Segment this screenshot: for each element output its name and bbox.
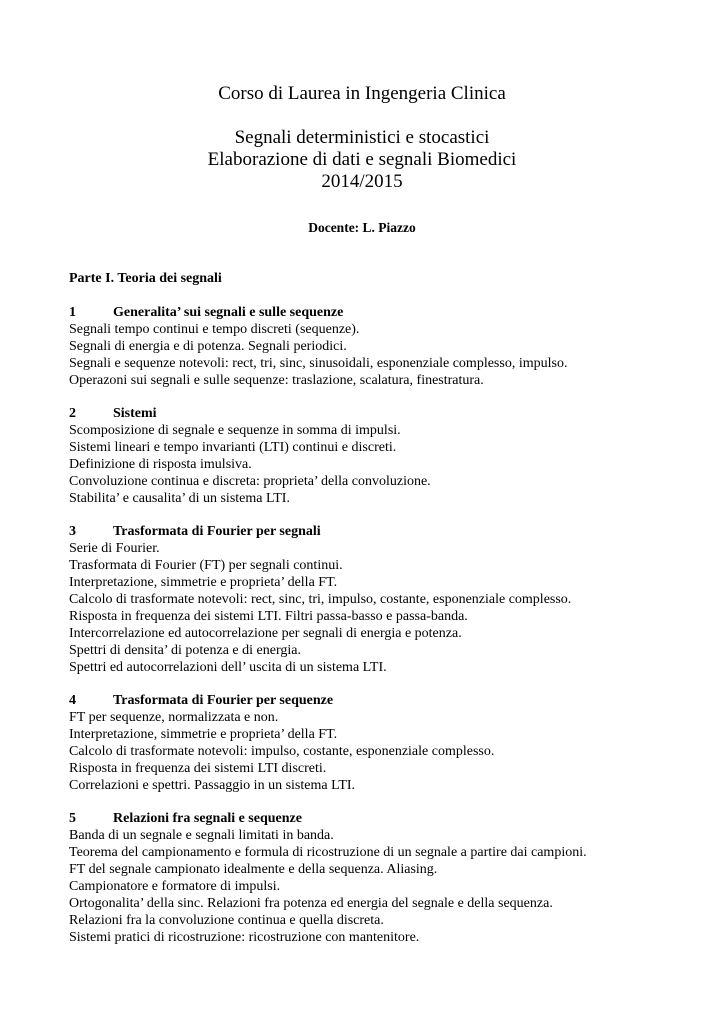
section-number: 3 (69, 524, 76, 539)
academic-year: 2014/2015 (321, 171, 403, 192)
section-line: Segnali di energia e di potenza. Segnali periodici. (69, 339, 347, 354)
section-title: Relazioni fra segnali e sequenze (113, 811, 302, 826)
section-title: Trasformata di Fourier per sequenze (113, 693, 334, 708)
section-3 (69, 523, 709, 676)
section-line: Operazoni sui segnali e sulle sequenze: traslazione, scalatura, finestratura. (69, 373, 484, 388)
subject-title-1: Segnali deterministici e stocastici (234, 127, 490, 148)
course-title: Corso di Laurea in Ingengeria Clinica (218, 83, 506, 104)
section-line: Correlazioni e spettri. Passaggio in un sistema LTI. (69, 778, 356, 793)
section-line: Stabilita’ e causalita’ di un sistema LTI. (69, 491, 290, 506)
section-number: 5 (69, 811, 76, 826)
part-heading: Parte I. Teoria dei segnali (69, 271, 222, 286)
section-line: Relazioni fra la convoluzione continua e quella discreta. (69, 913, 384, 928)
section-line: Segnali e sequenze notevoli: rect, tri, sinc, sinusoidali, esponenziale complesso, impulso. (69, 356, 568, 371)
section-line: Sistemi lineari e tempo invarianti (LTI) continui e discreti. (69, 440, 397, 455)
section-line: Sistemi pratici di ricostruzione: ricostruzione con mantenitore. (69, 930, 420, 945)
section-number: 1 (69, 305, 76, 320)
section-line: Segnali tempo continui e tempo discreti (sequenze). (69, 322, 360, 337)
section-line: FT per sequenze, normalizzata e non. (69, 710, 279, 725)
teacher-line: Docente: L. Piazzo (308, 220, 416, 235)
subject-title-2: Elaborazione di dati e segnali Biomedici (207, 149, 517, 170)
section-line: Teorema del campionamento e formula di ricostruzione di un segnale a partire dai campioni. (69, 845, 587, 860)
section-line: Interpretazione, simmetrie e proprieta’ della FT. (69, 727, 338, 742)
section-line: Risposta in frequenza dei sistemi LTI discreti. (69, 761, 327, 776)
section-line: Intercorrelazione ed autocorrelazione per segnali di energia e potenza. (69, 626, 462, 641)
section-line: Trasformata di Fourier (FT) per segnali continui. (69, 558, 343, 573)
section-title: Trasformata di Fourier per segnali (113, 524, 321, 539)
section-line: Spettri ed autocorrelazioni dell’ uscita di un sistema LTI. (69, 660, 387, 675)
section-heading (69, 692, 709, 709)
section-line: Serie di Fourier. (69, 541, 160, 556)
section-5 (69, 810, 709, 946)
section-line: Calcolo di trasformate notevoli: rect, sinc, tri, impulso, costante, esponenziale complesso. (69, 592, 572, 607)
section-line: Spettri di densita’ di potenza e di energia. (69, 643, 301, 658)
section-line: Interpretazione, simmetrie e proprieta’ della FT. (69, 575, 338, 590)
section-line: Risposta in frequenza dei sistemi LTI. Filtri passa-basso e passa-banda. (69, 609, 468, 624)
section-1 (69, 304, 709, 389)
section-title: Sistemi (113, 406, 157, 421)
section-heading (69, 304, 709, 321)
section-line: Convoluzione continua e discreta: proprieta’ della convoluzione. (69, 474, 431, 489)
section-number: 4 (69, 693, 76, 708)
section-heading (69, 405, 709, 422)
section-line: Banda di un segnale e segnali limitati in banda. (69, 828, 334, 843)
section-line: Scomposizione di segnale e sequenze in somma di impulsi. (69, 423, 401, 438)
section-line: Definizione di risposta imulsiva. (69, 457, 252, 472)
section-4 (69, 692, 709, 794)
section-title: Generalita’ sui segnali e sulle sequenze (113, 305, 344, 320)
section-line: FT del segnale campionato idealmente e della sequenza. Aliasing. (69, 862, 438, 877)
section-2 (69, 405, 709, 507)
section-number: 2 (69, 406, 76, 421)
section-line: Ortogonalita’ della sinc. Relazioni fra potenza ed energia del segnale e della sequenza. (69, 896, 553, 911)
section-line: Campionatore e formatore di impulsi. (69, 879, 281, 894)
syllabus-content (69, 270, 709, 962)
section-line: Calcolo di trasformate notevoli: impulso, costante, esponenziale complesso. (69, 744, 495, 759)
title-block (0, 83, 724, 193)
section-heading (69, 523, 709, 540)
title-spacer (0, 105, 724, 127)
section-heading (69, 810, 709, 827)
